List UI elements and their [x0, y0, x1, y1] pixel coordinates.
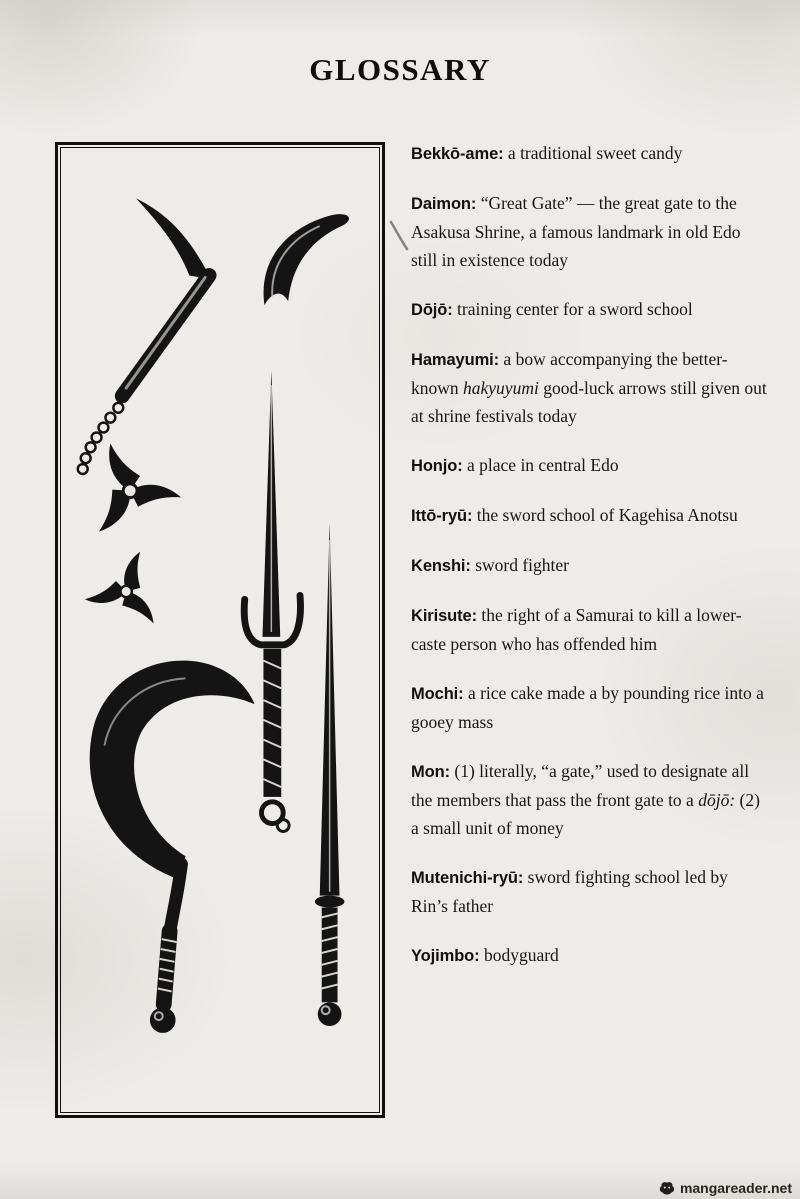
- glossary-entry: [411, 345, 769, 430]
- glossary-entry: [411, 451, 769, 480]
- watermark-text: mangareader.net: [679, 1180, 792, 1196]
- glossary-definition-tail: good-luck arrows still given out at shrine festivals today: [411, 378, 767, 426]
- watermark-logo-icon: [658, 1180, 676, 1196]
- glossary-entry: [411, 189, 769, 274]
- glossary-term: Dōjō:: [411, 301, 453, 319]
- glossary-entry: [411, 679, 769, 736]
- glossary-entry: [411, 757, 769, 842]
- straight-sword-icon: [315, 523, 345, 1026]
- glossary-list: [411, 139, 769, 991]
- glossary-entry: [411, 501, 769, 530]
- glossary-term: Kenshi:: [411, 557, 471, 575]
- hooked-sickle-icon: [264, 214, 349, 305]
- glossary-definition: sword fighter: [470, 555, 569, 575]
- glossary-definition: sword fighting school led by Rin’s father: [411, 867, 728, 916]
- shuriken-small-icon: [75, 537, 183, 645]
- glossary-definition: training center for a sword school: [452, 299, 693, 319]
- glossary-entry: [411, 551, 769, 580]
- glossary-definition: “Great Gate” — the great gate to the Asakusa Shrine, a famous landmark in old Edo still in existence today: [411, 193, 741, 270]
- glossary-term: Hamayumi:: [411, 351, 500, 369]
- glossary-term: Mutenichi-ryū:: [411, 869, 524, 887]
- kusarigama-illustration: [78, 198, 211, 474]
- glossary-definition: a place in central Edo: [462, 455, 619, 475]
- glossary-definition: a traditional sweet candy: [503, 143, 683, 163]
- ink-stroke-mark: [388, 220, 410, 252]
- glossary-entry: [411, 941, 769, 970]
- watermark: [658, 1180, 792, 1196]
- glossary-definition-italic: hakyuyumi: [463, 378, 539, 398]
- weapons-illustration-inner-border: [60, 147, 380, 1113]
- glossary-definition: bodyguard: [479, 945, 559, 965]
- glossary-term: Mochi:: [411, 685, 464, 703]
- glossary-term: Yojimbo:: [411, 947, 480, 965]
- glossary-entry: [411, 139, 769, 168]
- sai-weapon-icon: [244, 370, 300, 831]
- glossary-definition: a bow accompanying the better-known: [411, 349, 728, 398]
- glossary-entry: [411, 863, 769, 920]
- glossary-term: Kirisute:: [411, 607, 478, 625]
- page-title: GLOSSARY: [309, 52, 491, 87]
- glossary-term: Honjo:: [411, 457, 463, 475]
- glossary-term: Mon:: [411, 763, 450, 781]
- weapons-illustration: [61, 148, 379, 1112]
- glossary-term: Bekkō-ame:: [411, 145, 504, 163]
- glossary-definition: (1) literally, “a gate,” used to designate all the members that pass the front gate to a: [411, 761, 750, 810]
- glossary-entry: [411, 601, 769, 658]
- shuriken-large-icon: [84, 443, 182, 532]
- glossary-term: Daimon:: [411, 195, 477, 213]
- glossary-definition-tail: (2) a small unit of money: [411, 790, 760, 838]
- weapons-illustration-box: [55, 142, 385, 1118]
- glossary-term: Ittō-ryū:: [411, 507, 473, 525]
- glossary-definition-italic: dōjō:: [698, 790, 736, 810]
- glossary-entry: [411, 295, 769, 324]
- glossary-definition: the sword school of Kagehisa Anotsu: [472, 505, 738, 525]
- glossary-definition: a rice cake made a by pounding rice into a gooey mass: [411, 683, 764, 732]
- glossary-definition: the right of a Samurai to kill a lower-caste person who has offended him: [411, 605, 742, 654]
- curved-blade-weapon-icon: [90, 661, 255, 1033]
